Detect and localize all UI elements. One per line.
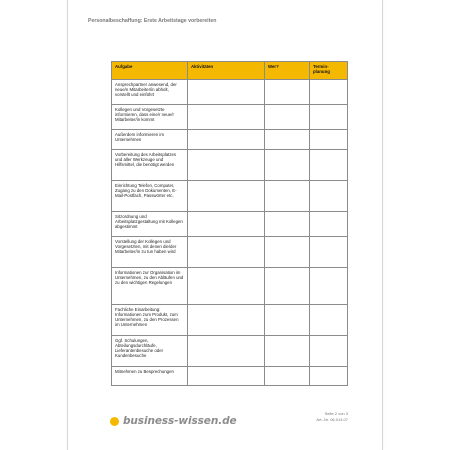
who-cell: [265, 80, 310, 105]
who-cell: [265, 150, 310, 181]
table-row: [112, 80, 348, 105]
task-cell: Vorstellung der Kollegen und Vorgesetzten, mit denen die/der Mitarbeiter/in zu tun haben wird: [112, 237, 188, 268]
table-row: [112, 237, 348, 268]
header-task: Aufgabe: [112, 62, 188, 80]
table-header-row: [112, 62, 348, 80]
date-cell: [310, 237, 348, 268]
table-row: [112, 105, 348, 130]
document-title: Personalbeschaffung: Erste Arbeitstage vorbereiten: [88, 18, 217, 24]
who-cell: [265, 268, 310, 305]
activity-cell: [188, 130, 265, 150]
table-row: [112, 305, 348, 336]
who-cell: [265, 130, 310, 150]
task-cell: Sitzordnung und Arbeitsplatzgestaltung mit Kollegen abgestimmt: [112, 212, 188, 237]
who-cell: [265, 105, 310, 130]
task-cell: Fachliche Einarbeitung: Informationen zum Produkt, zum Unternehmen, zu den Prozessen im Unternehmen: [112, 305, 188, 336]
date-cell: [310, 181, 348, 212]
date-cell: [310, 105, 348, 130]
header-scheduling: Termin-planung: [310, 62, 348, 80]
activity-cell: [188, 367, 265, 386]
footer-meta: [316, 411, 348, 423]
activity-cell: [188, 150, 265, 181]
date-cell: [310, 268, 348, 305]
activity-cell: [188, 181, 265, 212]
who-cell: [265, 367, 310, 386]
task-cell: Informationen zur Organisation im Unternehmen, zu den Abläufen und zu den wichtigen Regelungen: [112, 268, 188, 305]
table-row: [112, 130, 348, 150]
logo-text: business-wissen.de: [123, 415, 237, 427]
task-table: [111, 61, 348, 386]
header-activities: Aktivitäten: [188, 62, 265, 80]
activity-cell: [188, 237, 265, 268]
date-cell: [310, 367, 348, 386]
table-row: [112, 268, 348, 305]
who-cell: [265, 212, 310, 237]
task-cell: Einrichtung Telefon, Computer, Zugang zu den Dokumenten, E-Mail-Postfach, Passwörter etc.: [112, 181, 188, 212]
task-cell: Ansprechpartner anwesend, der neue/n Mitarbeiter/in abholt, vorstellt und einführt: [112, 80, 188, 105]
activity-cell: [188, 305, 265, 336]
footer-logo: [110, 413, 237, 429]
document-page: [68, 0, 382, 450]
who-cell: [265, 336, 310, 367]
article-number: Art.-Nr. 06.014.07: [316, 416, 348, 422]
task-cell: Vorbereitung des Arbeitsplatzes und aller Werkzeuge und Hilfsmittel, die benötigt werden: [112, 150, 188, 181]
who-cell: [265, 237, 310, 268]
task-cell: Außerdem informieren im Unternehmen: [112, 130, 188, 150]
who-cell: [265, 181, 310, 212]
activity-cell: [188, 212, 265, 237]
date-cell: [310, 130, 348, 150]
date-cell: [310, 212, 348, 237]
who-cell: [265, 305, 310, 336]
task-cell: Kollegen und Vorgesetzte informieren, dass eine/r neue/r Mitarbeiter/in kommt: [112, 105, 188, 130]
activity-cell: [188, 105, 265, 130]
table-row: [112, 367, 348, 386]
date-cell: [310, 336, 348, 367]
activity-cell: [188, 80, 265, 105]
task-cell: Mitnehmen zu Besprechungen: [112, 367, 188, 386]
logo-dot-icon: [110, 417, 119, 426]
page-info: Seite 2 von 3: [324, 411, 348, 416]
activity-cell: [188, 268, 265, 305]
date-cell: [310, 80, 348, 105]
date-cell: [310, 305, 348, 336]
table-row: [112, 150, 348, 181]
date-cell: [310, 150, 348, 181]
header-who: Wer?: [265, 62, 310, 80]
activity-cell: [188, 336, 265, 367]
task-cell: Ggf. Schulungen, Abteilungsdurchläufe, Lieferantenbesuche oder Kundenbesuche: [112, 336, 188, 367]
table-row: [112, 181, 348, 212]
table-row: [112, 336, 348, 367]
table-row: [112, 212, 348, 237]
